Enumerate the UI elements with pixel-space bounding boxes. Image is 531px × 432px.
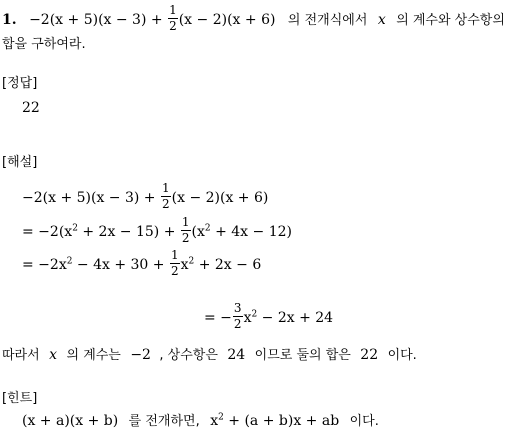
problem-variable: x: [377, 12, 386, 29]
conclusion-variable: x: [49, 347, 58, 363]
step2-exponent-1: 2: [72, 223, 78, 234]
hint-label: [힌트]: [2, 391, 38, 406]
problem-expression-tail: (x − 2)(x + 6): [178, 12, 276, 29]
problem-text-1: 의 전개식에서: [287, 13, 368, 29]
hint-expression-b: [210, 413, 339, 429]
conclusion-text-f: 이므로 둘의 합은: [254, 348, 351, 363]
hint-line: [22, 414, 379, 428]
step3-exponent-2: 2: [188, 256, 195, 267]
hint-text-a: 를 전개하면,: [128, 414, 200, 429]
problem-fraction-numerator: 1: [169, 3, 177, 17]
conclusion-text-d: , 상수항은: [159, 348, 218, 363]
conclusion-text-a: 따라서: [2, 348, 40, 363]
problem-line-2: 합을 구하여라.: [2, 37, 86, 52]
solution-step-3: [22, 248, 262, 279]
step1-expr-b: (x − 2)(x + 6): [171, 190, 269, 207]
step3-exponent-1: 2: [66, 256, 73, 267]
problem-expression-lead: −2(x + 5)(x − 3) +: [29, 12, 163, 29]
step3-fraction: [170, 249, 180, 277]
step4-exponent: 2: [251, 309, 258, 320]
conclusion-constant: 24: [227, 347, 246, 363]
step2-fraction: [181, 216, 191, 244]
step4-fraction: [233, 302, 243, 330]
problem-line-1: [2, 3, 505, 34]
hint-text-b: 이다.: [349, 414, 379, 429]
problem-fraction: [168, 4, 178, 32]
step1-fraction: [161, 182, 171, 210]
step4-fraction-denominator: 2: [233, 316, 242, 331]
solution-label: [해설]: [2, 155, 38, 170]
step1-fraction-numerator: 1: [162, 181, 170, 195]
step2-fraction-numerator: 1: [181, 215, 190, 229]
conclusion-sum: 22: [360, 347, 379, 363]
conclusion-coefficient: −2: [130, 347, 151, 363]
step1-expr-a: −2(x + 5)(x − 3) +: [22, 190, 156, 207]
hint-expr-b-base: x: [210, 413, 219, 429]
step1-fraction-denominator: 2: [162, 196, 170, 211]
step3-fraction-numerator: 1: [170, 248, 179, 262]
hint-exponent: 2: [218, 412, 224, 423]
conclusion-text-b: 의 계수는: [66, 348, 121, 363]
step4-expr-b: x: [243, 310, 252, 327]
step2-expr-d: + 4x − 12): [210, 224, 292, 241]
solution-step-2: [22, 215, 292, 246]
step2-expr-b: + 2x − 15) +: [77, 224, 176, 241]
problem-number: 1.: [2, 12, 17, 29]
step3-fraction-denominator: 2: [170, 263, 179, 278]
step3-expr-b: − 4x + 30 +: [72, 257, 165, 274]
solution-conclusion: [2, 348, 417, 362]
step2-expr-c: (x: [191, 224, 205, 241]
problem-fraction-denominator: 2: [169, 18, 177, 33]
step2-fraction-denominator: 2: [181, 230, 190, 245]
step3-expr-d: + 2x − 6: [194, 257, 262, 274]
step2-expr-a: = −2(x: [22, 224, 73, 241]
step3-expr-a: = −2x: [22, 257, 67, 274]
step2-exponent-2: 2: [204, 223, 211, 234]
step4-fraction-numerator: 3: [233, 301, 242, 315]
answer-label: [정답]: [2, 76, 38, 91]
hint-expr-c: + (a + b)x + ab: [223, 413, 340, 429]
answer-value: 22: [22, 100, 40, 116]
step4-expr-c: − 2x + 24: [257, 310, 334, 327]
solution-step-4: [204, 301, 334, 332]
step4-expr-a: = −: [204, 310, 232, 327]
problem-text-2: 의 계수와 상수항의: [396, 13, 505, 29]
hint-expression-a: (x + a)(x + b): [22, 413, 119, 429]
conclusion-text-h: 이다.: [387, 348, 417, 363]
solution-step-1: [22, 181, 269, 212]
step3-expr-c: x: [180, 257, 189, 274]
